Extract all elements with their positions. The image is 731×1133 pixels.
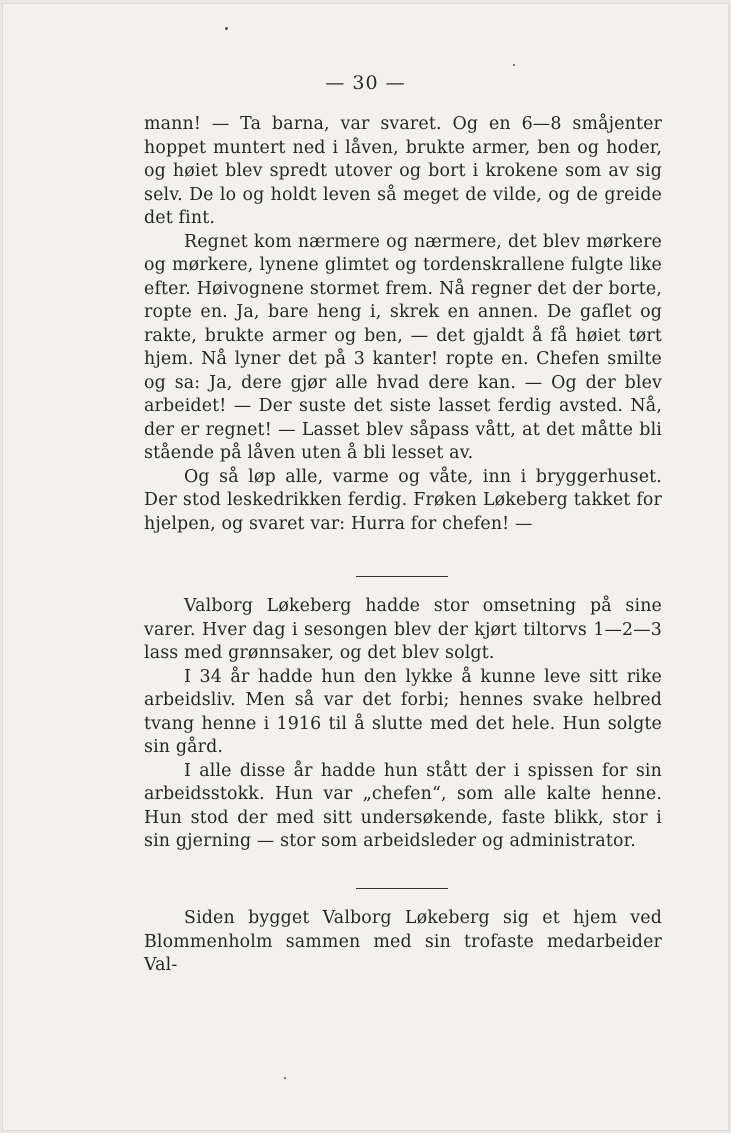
paragraph: Siden bygget Valborg Løkeberg sig et hjem ved Blommenholm sammen med sin trofaste medarbeider Val- bbox=[144, 908, 662, 975]
paragraph: I 34 år hadde hun den lykke å kunne leve sitt rike arbeidsliv. Men så var det forbi; hennes svake helbred tvang henne i 1916 til å slutte med det hele. Hun solgte sin gård. bbox=[144, 666, 662, 757]
paragraph: I alle disse år hadde hun stått der i spissen for sin arbeidsstokk. Hun var „chefen“, som alle kalte henne. Hun stod der med sitt undersøkende, faste blikk, stor i sin gjerning — stor som arbeidsleder og administrator. bbox=[144, 760, 662, 851]
paragraph: Og så løp alle, varme og våte, inn i bryggerhuset. Der stod leskedrikken ferdig. Frøken Løkeberg takket for hjelpen, og svaret var: Hurra for chefen! — bbox=[144, 466, 662, 534]
page-number: — 30 — bbox=[325, 72, 406, 94]
text-block-1 bbox=[144, 113, 662, 536]
text-block-3 bbox=[144, 907, 662, 978]
print-speck bbox=[225, 27, 228, 30]
paragraph: mann! — Ta barna, var svaret. Og en 6—8 småjenter hoppet muntert ned i låven, brukte armer, ben og hoder, og høiet blev spredt utover og bort i krokene som av sig selv. De lo og holdt leven så meget de vilde, og de greide det fint. bbox=[144, 114, 662, 228]
section-divider bbox=[356, 888, 448, 889]
print-speck bbox=[513, 64, 515, 66]
paragraph: Regnet kom nærmere og nærmere, det blev mørkere og mørkere, lynene glimtet og tordenskrallene fulgte like efter. Høivognene stormet frem. Nå regner det der borte, ropte en. Ja, bare heng i, skrek en annen. De gaflet og rakte, brukte armer og ben, — det gjaldt å få høiet tørt hjem. Nå lyner det på 3 kanter! ropte en. Chefen smilte og sa: Ja, dere gjør alle hvad dere kan. — Og der blev arbeidet! — Der suste det siste lasset ferdig avsted. Nå, der er regnet! — Lasset blev såpass vått, at det måtte bli stående på låven uten å bli lesset av. bbox=[144, 231, 662, 463]
paragraph: Valborg Løkeberg hadde stor omsetning på sine varer. Hver dag i sesongen blev der kjørt tiltorvs 1—2—3 lass med grønnsaker, og det blev solgt. bbox=[144, 596, 662, 663]
text-block-2 bbox=[144, 595, 662, 854]
print-speck bbox=[284, 1077, 286, 1079]
section-divider bbox=[356, 576, 448, 577]
